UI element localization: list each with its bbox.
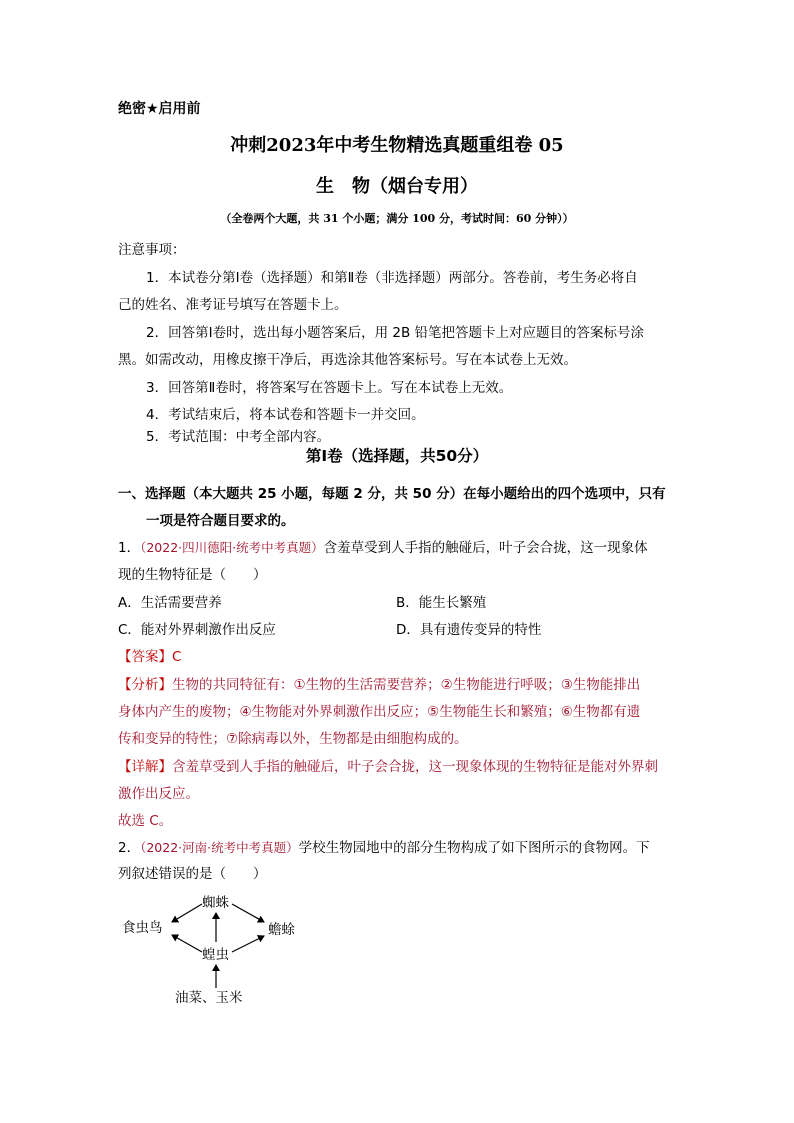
question-number: 1．: [118, 540, 141, 556]
answer-value: C: [172, 649, 182, 665]
node-locust: 蝗虫: [202, 947, 229, 963]
option-a: A．生活需要营养: [118, 595, 222, 611]
answer-label: 【答案】: [118, 649, 172, 665]
option-d: D．具有遗传变异的特性: [396, 622, 542, 638]
node-plants: 油菜、玉米: [175, 990, 243, 1006]
question-stem: 列叙述错误的是（ ）: [118, 866, 267, 882]
question-1-line: [118, 536, 648, 556]
node-spider: 蜘蛛: [202, 895, 229, 911]
question-source: （2022·河南·统考中考真题）: [140, 840, 299, 855]
note-line: 3．回答第Ⅱ卷时，将答案写在答题卡上。写在本试卷上无效。: [146, 380, 513, 396]
detail-text: 含羞草受到人手指的触碰后，叶子会合拢，这一现象体现的生物特征是能对外界刺: [172, 759, 658, 775]
note-line: 2．回答第Ⅰ卷时，选出每小题答案后，用 2B 铅笔把答题卡上对应题目的答案标号涂: [146, 325, 645, 341]
note-line: 黑。如需改动，用橡皮擦干净后，再选涂其他答案标号。写在本试卷上无效。: [118, 352, 577, 368]
page-title: 冲刺2023年中考生物精选真题重组卷 05: [230, 135, 564, 156]
question-source: （2022·四川德阳·统考中考真题）: [140, 540, 324, 555]
note-line: 5．考试范围：中考全部内容。: [146, 429, 331, 445]
question-stem: 含羞草受到人手指的触碰后，叶子会合拢，这一现象体: [323, 540, 648, 556]
note-line: 1．本试卷分第Ⅰ卷（选择题）和第Ⅱ卷（非选择题）两部分。答卷前，考生务必将自: [146, 270, 638, 286]
arrow-locust-to-bird: [172, 935, 202, 952]
arrow-spider-to-bird: [172, 904, 202, 922]
question-stem: 现的生物特征是（ ）: [118, 567, 267, 583]
section-instruction: 一项是符合题目要求的。: [146, 513, 295, 529]
analysis-text: 传和变异的特性；⑦除病毒以外，生物都是由细胞构成的。: [118, 731, 468, 747]
note-line: 己的姓名、准考证号填写在答题卡上。: [118, 297, 348, 313]
option-b: B．能生长繁殖: [396, 595, 487, 611]
arrow-locust-to-toad: [232, 936, 264, 952]
page-subtitle: 生 物（烟台专用）: [316, 176, 478, 197]
conclusion-text: 故选 C。: [118, 813, 173, 829]
node-toad: 蟾蜍: [268, 922, 295, 938]
exam-scope: （全卷两个大题，共 31 个小题；满分 100 分，考试时间：60 分钟））: [220, 212, 574, 225]
confidential-mark: 绝密★启用前: [118, 101, 201, 117]
question-stem: 学校生物园地中的部分生物构成了如下图所示的食物网。下: [298, 840, 650, 856]
analysis-label: 【分析】: [118, 677, 172, 693]
answer-line: [118, 645, 181, 665]
option-c: C．能对外界刺激作出反应: [118, 622, 276, 638]
section-instruction: 一、选择题（本大题共 25 小题，每题 2 分，共 50 分）在每小题给出的四个选项中，只有: [118, 486, 666, 502]
detail-text: 激作出反应。: [118, 786, 199, 802]
node-insectivorous-bird: 食虫鸟: [122, 920, 163, 936]
arrow-spider-to-toad: [232, 904, 264, 922]
analysis-text: 生物的共同特征有：①生物的生活需要营养；②生物能进行呼吸；③生物能排出: [172, 677, 641, 693]
section-title: 第Ⅰ卷（选择题，共50分）: [305, 447, 489, 465]
analysis-text: 身体内产生的废物；④生物能对外界刺激作出反应；⑤生物能生长和繁殖；⑥生物都有遗: [118, 704, 641, 720]
question-2-line: [118, 836, 650, 856]
notes-heading: 注意事项：: [118, 242, 186, 258]
note-line: 4．考试结束后，将本试卷和答题卡一并交回。: [146, 407, 425, 423]
analysis-line: [118, 673, 640, 693]
detail-label: 【详解】: [118, 759, 172, 775]
detail-line: [118, 755, 658, 775]
question-number: 2．: [118, 840, 141, 856]
food-web-diagram: [110, 880, 330, 1015]
